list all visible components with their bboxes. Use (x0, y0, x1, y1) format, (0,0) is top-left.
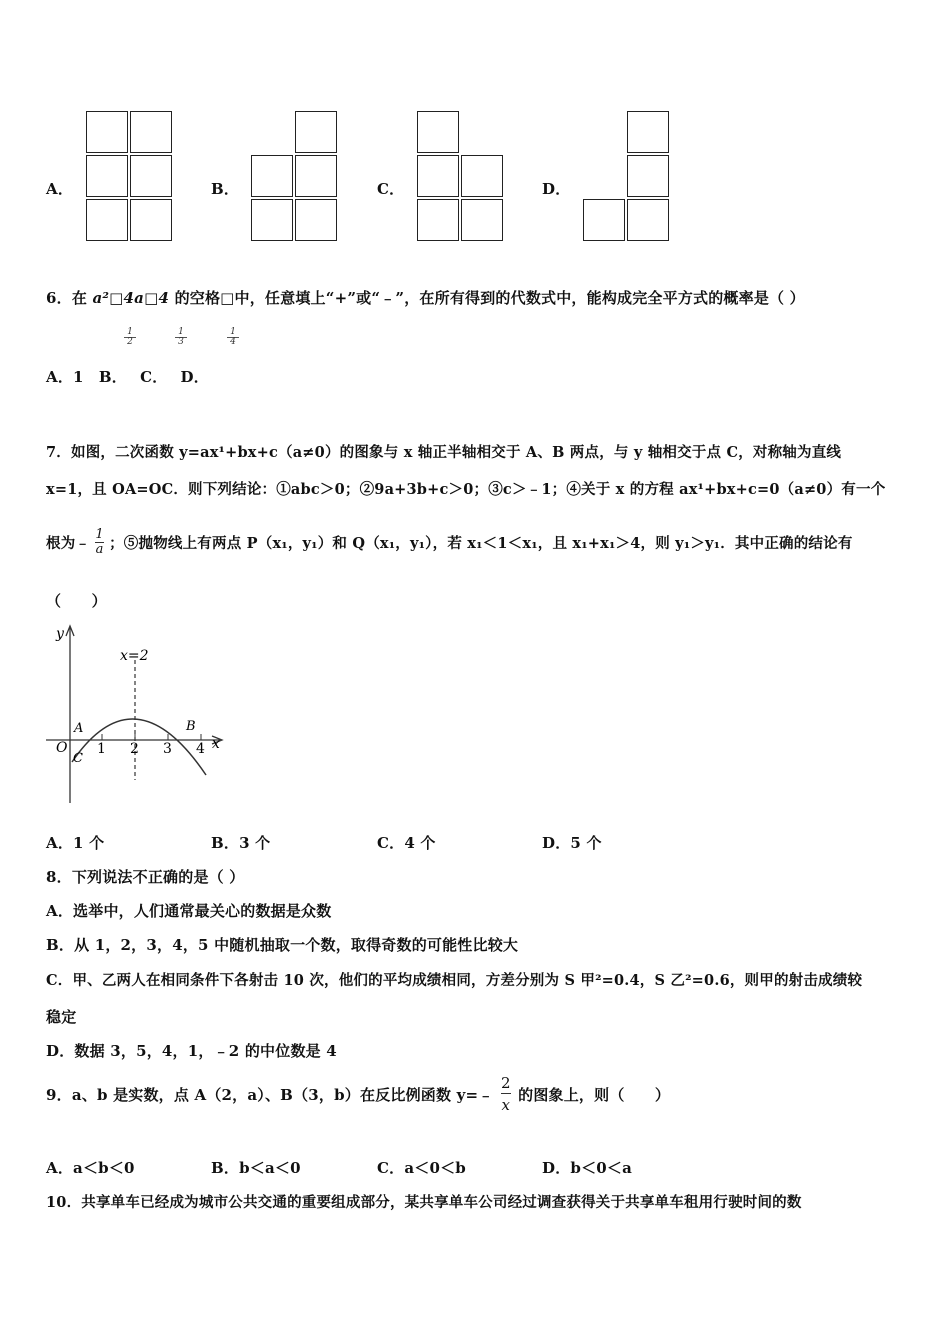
q6-frac-b-den: 2 (124, 337, 136, 347)
q6-frac-d-num: 1 (230, 327, 236, 337)
q7-line2: x=1，且 OA=OC．则下列结论：①abc＞0；②9a+3b+c＞0；③c＞﹣1；④关于 x 的方程 ax¹+bx+c=0（a≠0）有一个 (46, 481, 886, 498)
q5-option-d-label: D． (542, 180, 571, 198)
q5-figure-a (86, 111, 176, 245)
q6-stem (46, 287, 805, 308)
q7-frac-num: 1 (95, 527, 104, 542)
q5-option-a-label: A． (46, 180, 74, 198)
q9-option-b: B．b＜a＜0 (211, 1159, 301, 1177)
q7-line3 (46, 528, 853, 557)
q9-stem-prefix: 9．a、b 是实数，点 A（2，a）、B（3，b）在反比例函数 y=﹣ (46, 1086, 494, 1104)
q5-option-b-label: B． (211, 180, 240, 198)
origin-label: O (56, 740, 68, 756)
q7-option-a: A．1 个 (46, 834, 105, 852)
q8-option-c-line1: C．甲、乙两人在相同条件下各射击 10 次，他们的平均成绩相同，方差分别为 S 甲²=0.4，S 乙²=0.6，则甲的射击成绩较 (46, 972, 863, 989)
y-axis-label: y (56, 626, 64, 642)
q5-figure-c (417, 111, 507, 245)
q8-stem: 8．下列说法不正确的是（ ） (46, 868, 245, 886)
q5-option-c-label: C． (377, 180, 405, 198)
q8-option-c-line2: 稳定 (46, 1008, 77, 1026)
q9-stem-suffix: 的图象上，则（ ） (518, 1086, 671, 1104)
q6-stem-expr: a²□4a□4 (92, 289, 170, 307)
q10-stem: 10．共享单车已经成为城市公共交通的重要组成部分，某共享单车公司经过调查获得关于共享单车租用行驶时间的数 (46, 1194, 802, 1211)
q6-frac-c-den: 3 (175, 337, 187, 347)
point-b-label: B (186, 719, 196, 734)
q6-frac-d (227, 328, 239, 347)
q6-frac-d-den: 4 (227, 337, 239, 347)
symmetry-axis-label: x=2 (120, 648, 149, 664)
q7-line3-suffix: ；⑤抛物线上有两点 P（x₁，y₁）和 Q（x₁，y₁），若 x₁＜1＜x₁，且 x₁+x₁＞4，则 y₁＞y₁．其中正确的结论有 (109, 535, 853, 552)
tick-label-2: 2 (130, 741, 139, 757)
q7-frac-den: a (95, 542, 104, 557)
q6-frac-c (175, 328, 187, 347)
q8-option-b: B．从 1，2，3，4，5 中随机抽取一个数，取得奇数的可能性比较大 (46, 936, 519, 954)
q7-line3-prefix: 根为﹣ (46, 535, 91, 552)
x-axis-label: x (212, 736, 220, 752)
q9-stem (46, 1073, 670, 1116)
q7-option-b: B．3 个 (211, 834, 271, 852)
q7-frac (95, 528, 103, 557)
q8-option-a: A．选举中，人们通常最关心的数据是众数 (46, 902, 332, 920)
tick-label-4: 4 (196, 741, 205, 757)
q7-option-d: D．5 个 (542, 834, 602, 852)
q9-option-c: C．a＜0＜b (377, 1159, 466, 1177)
point-a-label: A (74, 721, 84, 736)
q6-stem-suffix: 的空格□中，任意填上“+”或“﹣”，在所有得到的代数式中，能构成完全平方式的概率是（ ） (174, 289, 805, 307)
q7-parabola-graph (40, 620, 230, 810)
q9-frac-num: 2 (500, 1074, 511, 1092)
q7-line1: 7．如图，二次函数 y=ax¹+bx+c（a≠0）的图象与 x 轴正半轴相交于 A、B 两点，与 y 轴相交于点 C，对称轴为直线 (46, 444, 842, 461)
q7-option-c: C．4 个 (377, 834, 436, 852)
q6-frac-b (124, 328, 136, 347)
q9-frac-den: x (501, 1093, 511, 1116)
q5-figure-d (583, 111, 673, 245)
q6-stem-prefix: 6．在 (46, 289, 88, 307)
q9-option-a: A．a＜b＜0 (46, 1159, 135, 1177)
q9-frac (501, 1073, 511, 1116)
point-c-label: C (73, 751, 83, 766)
q9-option-d: D．b＜0＜a (542, 1159, 633, 1177)
tick-label-1: 1 (97, 741, 106, 757)
q8-option-d: D．数据 3，5，4，1，﹣2 的中位数是 4 (46, 1042, 337, 1060)
q6-frac-c-num: 1 (178, 327, 184, 337)
q6-frac-b-num: 1 (127, 327, 133, 337)
q7-line4: （ ） (46, 592, 107, 610)
q6-answers: A．1 B． C． D． (46, 368, 209, 386)
q5-figure-b (251, 111, 341, 245)
tick-label-3: 3 (163, 741, 172, 757)
